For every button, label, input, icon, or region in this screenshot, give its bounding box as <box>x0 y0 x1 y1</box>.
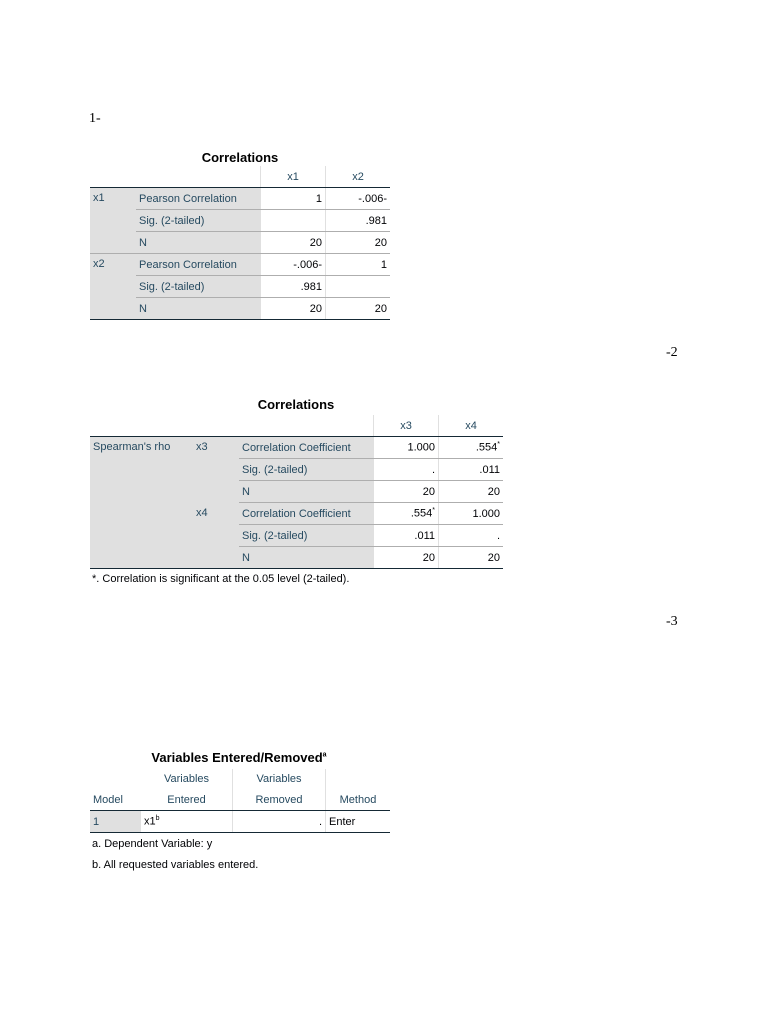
table2-row-stat: N <box>239 547 374 569</box>
table3-header-method: Method <box>326 789 391 811</box>
table1-row-stat: Pearson Correlation <box>136 188 261 210</box>
table2-cell: 20 <box>439 481 504 503</box>
table3-header-entered: Entered <box>141 789 233 811</box>
table3-title: Variables Entered/Removed$^a$ <box>151 750 327 765</box>
table2-cell: .554* <box>439 437 504 459</box>
table3-row-model: 1 <box>90 811 141 833</box>
table2-cell: 20 <box>374 547 439 569</box>
table2-col-header: x3 <box>374 415 439 437</box>
table1-cell: 20 <box>326 298 391 320</box>
table2-row-var: x3 <box>193 437 239 503</box>
table1-cell: 20 <box>326 232 391 254</box>
section-label-1: 1- <box>89 111 101 126</box>
section-label-3: -3 <box>666 614 678 629</box>
table2-row-stat: Correlation Coefficient <box>239 503 374 525</box>
table1-cell: 20 <box>261 232 326 254</box>
table2-correlations <box>90 415 503 569</box>
table3-header-model: Model <box>90 789 141 811</box>
table3-footnote: b. All requested variables entered. <box>92 859 259 871</box>
table2-row-stat: Sig. (2-tailed) <box>239 525 374 547</box>
table2-row-var: x4 <box>193 503 239 569</box>
table2-row-stat: Correlation Coefficient <box>239 437 374 459</box>
table1-cell: -.006- <box>326 188 391 210</box>
table1-cell: .981 <box>326 210 391 232</box>
table2-row-stat: N <box>239 481 374 503</box>
table1-col-header: x1 <box>261 166 326 188</box>
table1-col-header: x2 <box>326 166 391 188</box>
table2-title: Correlations <box>257 397 335 412</box>
table3-header-removed: Variables <box>233 769 326 789</box>
table1-cell <box>326 276 391 298</box>
table1-row-stat: N <box>136 298 261 320</box>
table3-cell-method: Enter <box>326 811 391 833</box>
table2-row-stat: Sig. (2-tailed) <box>239 459 374 481</box>
table1-row-var: x2 <box>90 254 136 320</box>
table2-cell: .554* <box>374 503 439 525</box>
table2-method: Spearman's rho <box>90 437 193 569</box>
table2-cell: . <box>439 525 504 547</box>
table1-row-stat: Sig. (2-tailed) <box>136 276 261 298</box>
table1-row-var: x1 <box>90 188 136 254</box>
table1-cell: 1 <box>326 254 391 276</box>
table1-title: Correlations <box>201 150 279 165</box>
table3-header-removed: Removed <box>233 789 326 811</box>
table3-footnote: a. Dependent Variable: y <box>92 838 213 850</box>
table1-row-stat: N <box>136 232 261 254</box>
table2-cell: .011 <box>374 525 439 547</box>
table2-col-header: x4 <box>439 415 504 437</box>
table2-cell: 1.000 <box>439 503 504 525</box>
table1-cell <box>261 210 326 232</box>
table2-cell: 1.000 <box>374 437 439 459</box>
table3-variables-entered-removed <box>90 769 390 833</box>
significance-marker: * <box>497 441 500 449</box>
table2-cell: .011 <box>439 459 504 481</box>
section-label-2: -2 <box>666 345 678 360</box>
table2-footnote: *. Correlation is significant at the 0.05 level (2-tailed). <box>92 573 350 585</box>
table2-cell: . <box>374 459 439 481</box>
table3-cell-entered: x1$^b$ <box>141 811 233 833</box>
table1-row-stat: Pearson Correlation <box>136 254 261 276</box>
table3-cell-removed: . <box>233 811 326 833</box>
table1-cell: -.006- <box>261 254 326 276</box>
significance-marker: * <box>432 507 435 515</box>
table2-cell: 20 <box>374 481 439 503</box>
table1-cell: .981 <box>261 276 326 298</box>
table3-header-entered: Variables <box>163 773 210 785</box>
table1-correlations <box>90 166 390 320</box>
table2-cell: 20 <box>439 547 504 569</box>
table1-cell: 20 <box>261 298 326 320</box>
table1-cell: 1 <box>261 188 326 210</box>
table1-row-stat: Sig. (2-tailed) <box>136 210 261 232</box>
